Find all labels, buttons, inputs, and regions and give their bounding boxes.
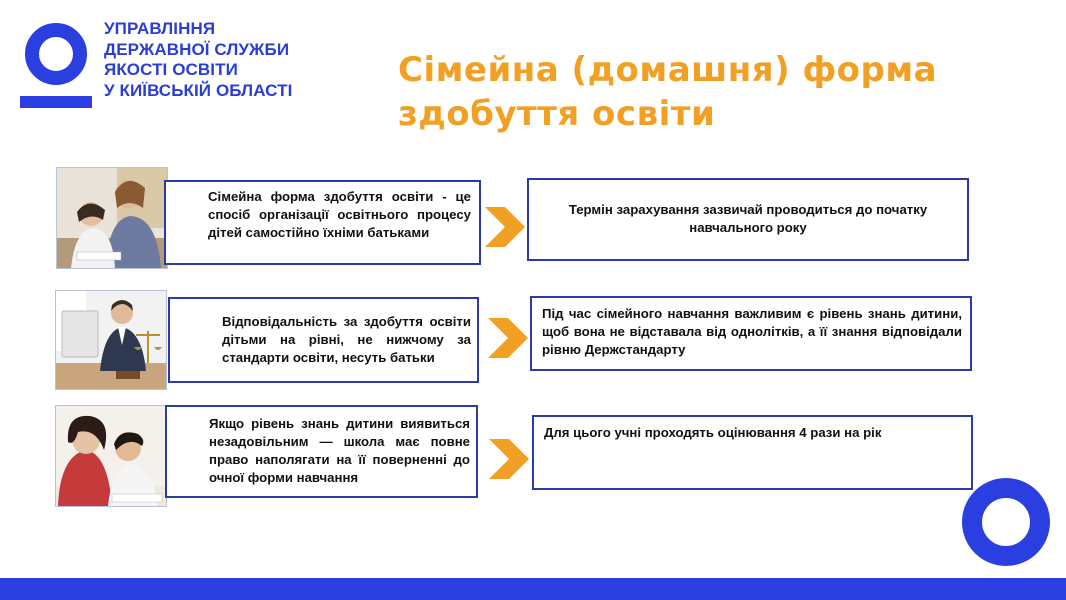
chevron-right-icon (483, 205, 527, 249)
page-title (398, 48, 1038, 136)
info-box-family-form-definition (164, 180, 481, 265)
info-box-enrollment-term (527, 178, 969, 261)
info-text-parent-responsibility: Відповідальність за здобуття освіти дітьми на рівні, не нижчому за стандарти освіти, несуть батьки (222, 314, 471, 365)
chevron-right-icon (486, 316, 530, 360)
org-line-2: ДЕРЖАВНОЇ СЛУЖБИ (104, 39, 290, 59)
organization-name (104, 19, 334, 101)
info-text-assessment-frequency: Для цього учні проходять оцінювання 4 рази на рік (544, 425, 882, 440)
lawyer-with-scales-photo (55, 290, 167, 390)
mother-helping-child-photo (55, 405, 167, 507)
decorative-ring-icon (962, 478, 1050, 566)
org-line-4: У КИЇВСЬКІЙ ОБЛАСТІ (104, 80, 293, 100)
info-box-assessment-frequency (532, 415, 973, 490)
org-line-3: ЯКОСТІ ОСВІТИ (104, 60, 238, 79)
logo-icon (20, 20, 92, 110)
title-line-1: Сімейна (домашня) форма (398, 50, 938, 90)
chevron-right-icon (487, 437, 531, 481)
info-box-parent-responsibility (168, 297, 479, 383)
parent-and-child-studying-photo (56, 167, 168, 269)
info-text-enrollment-term: Термін зарахування зазвичай проводиться до початку навчального року (568, 202, 928, 235)
title-line-2: здобуття освіти (398, 94, 716, 134)
info-box-knowledge-level (530, 296, 972, 371)
info-text-family-form-definition: Сімейна форма здобуття освіти - це спосіб організації освітнього процесу дітей самостійно їхніми батьками (208, 189, 471, 240)
footer-bar (0, 578, 1066, 600)
org-line-1: УПРАВЛІННЯ (104, 19, 216, 38)
info-text-unsatisfactory-level: Якщо рівень знань дитини виявиться незадовільним — школа має повне право наполягати на її поверненні до очної форми навчання (209, 416, 470, 485)
info-box-unsatisfactory-level (165, 405, 478, 498)
info-text-knowledge-level: Під час сімейного навчання важливим є рівень знань дитини, щоб вона не відставала від однолітків, а її знання відповідали рівню Держстандарту (542, 306, 962, 357)
